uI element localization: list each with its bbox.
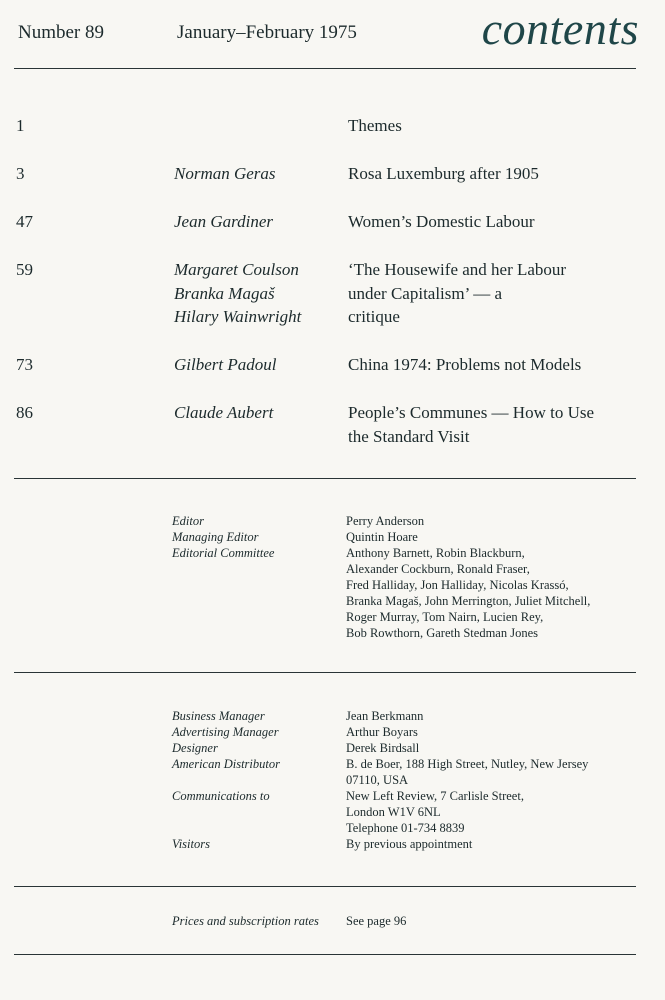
credit-value: 07110, USA — [346, 773, 409, 787]
toc-article-title — [348, 210, 648, 234]
credit-label: Visitors — [172, 837, 210, 851]
credit-value: Anthony Barnett, Robin Blackburn, — [346, 546, 525, 560]
toc-authors — [174, 353, 344, 377]
credit-value: Roger Murray, Tom Nairn, Lucien Rey, — [346, 610, 544, 624]
business-values — [346, 708, 636, 852]
toc-page-number: 3 — [16, 164, 25, 183]
toc-title-line: China 1974: Problems not Models — [348, 355, 582, 374]
toc-title-line: Women’s Domestic Labour — [348, 212, 535, 231]
toc-title-line: ‘The Housewife and her Labour — [348, 260, 567, 279]
editorial-values — [346, 513, 636, 641]
toc-authors — [174, 210, 344, 234]
credit-label: Communications to — [172, 789, 270, 803]
toc-authors — [174, 258, 344, 329]
page-title: contents — [481, 3, 639, 54]
toc-page-number: 59 — [16, 260, 33, 279]
toc-author: Gilbert Padoul — [174, 355, 277, 374]
toc-article-title — [348, 401, 648, 448]
credit-value: London W1V 6NL — [346, 805, 441, 819]
business-labels — [172, 708, 342, 852]
toc-authors — [174, 162, 344, 186]
credit-value: Perry Anderson — [346, 514, 425, 528]
credit-label: Managing Editor — [172, 530, 259, 544]
toc-title-line: under Capitalism’ — a — [348, 283, 503, 303]
credit-value: Fred Halliday, Jon Halliday, Nicolas Krassó, — [346, 578, 569, 592]
toc-author: Norman Geras — [174, 164, 276, 183]
credit-value: New Left Review, 7 Carlisle Street, — [346, 789, 524, 803]
toc-title-line: the Standard Visit — [348, 426, 470, 446]
credit-value: Branka Magaš, John Merrington, Juliet Mitchell, — [346, 594, 591, 608]
credit-label: Editor — [172, 514, 204, 528]
editorial-labels — [172, 513, 342, 561]
prices-label: Prices and subscription rates — [172, 914, 319, 928]
toc-article-title — [348, 353, 648, 377]
toc-author: Claude Aubert — [174, 403, 274, 422]
toc-article-title — [348, 114, 648, 138]
toc-authors — [174, 401, 344, 425]
toc-title-line: critique — [348, 307, 400, 326]
prices-value: See page 96 — [346, 914, 407, 928]
credit-value: Derek Birdsall — [346, 741, 420, 755]
credit-value: Arthur Boyars — [346, 725, 418, 739]
credit-label — [172, 804, 342, 820]
credit-label: Editorial Committee — [172, 546, 275, 560]
credit-value: Telephone 01-734 8839 — [346, 821, 465, 835]
divider — [14, 886, 636, 887]
toc-author: Branka Magaš — [174, 283, 275, 303]
divider — [14, 954, 636, 955]
divider — [14, 68, 636, 69]
credit-label — [172, 772, 342, 788]
credit-label — [172, 820, 342, 836]
credit-value: Alexander Cockburn, Ronald Fraser, — [346, 562, 530, 576]
credit-label: Designer — [172, 741, 218, 755]
credit-value: By previous appointment — [346, 837, 473, 851]
toc-title-line: Rosa Luxemburg after 1905 — [348, 164, 539, 183]
toc-page-number: 86 — [16, 403, 33, 422]
divider — [14, 672, 636, 673]
toc-article-title — [348, 162, 648, 186]
credit-label: American Distributor — [172, 757, 280, 771]
divider — [14, 478, 636, 479]
toc-author: Hilary Wainwright — [174, 307, 302, 326]
issue-number: Number 89 — [18, 22, 105, 43]
issue-date: January–February 1975 — [177, 22, 357, 43]
toc-author: Margaret Coulson — [174, 260, 299, 279]
credit-value: Jean Berkmann — [346, 709, 424, 723]
toc-page-number: 47 — [16, 212, 33, 231]
toc-page-number: 73 — [16, 355, 33, 374]
toc-article-title — [348, 258, 648, 329]
credit-value: Quintin Hoare — [346, 530, 418, 544]
credit-label: Business Manager — [172, 709, 265, 723]
credit-label: Advertising Manager — [172, 725, 279, 739]
credit-value: Bob Rowthorn, Gareth Stedman Jones — [346, 626, 538, 640]
toc-page-number: 1 — [16, 116, 25, 135]
credit-value: B. de Boer, 188 High Street, Nutley, New Jersey — [346, 757, 589, 771]
toc-title-line: Themes — [348, 116, 402, 135]
toc-author: Jean Gardiner — [174, 212, 273, 231]
toc-title-line: People’s Communes — How to Use — [348, 403, 595, 422]
